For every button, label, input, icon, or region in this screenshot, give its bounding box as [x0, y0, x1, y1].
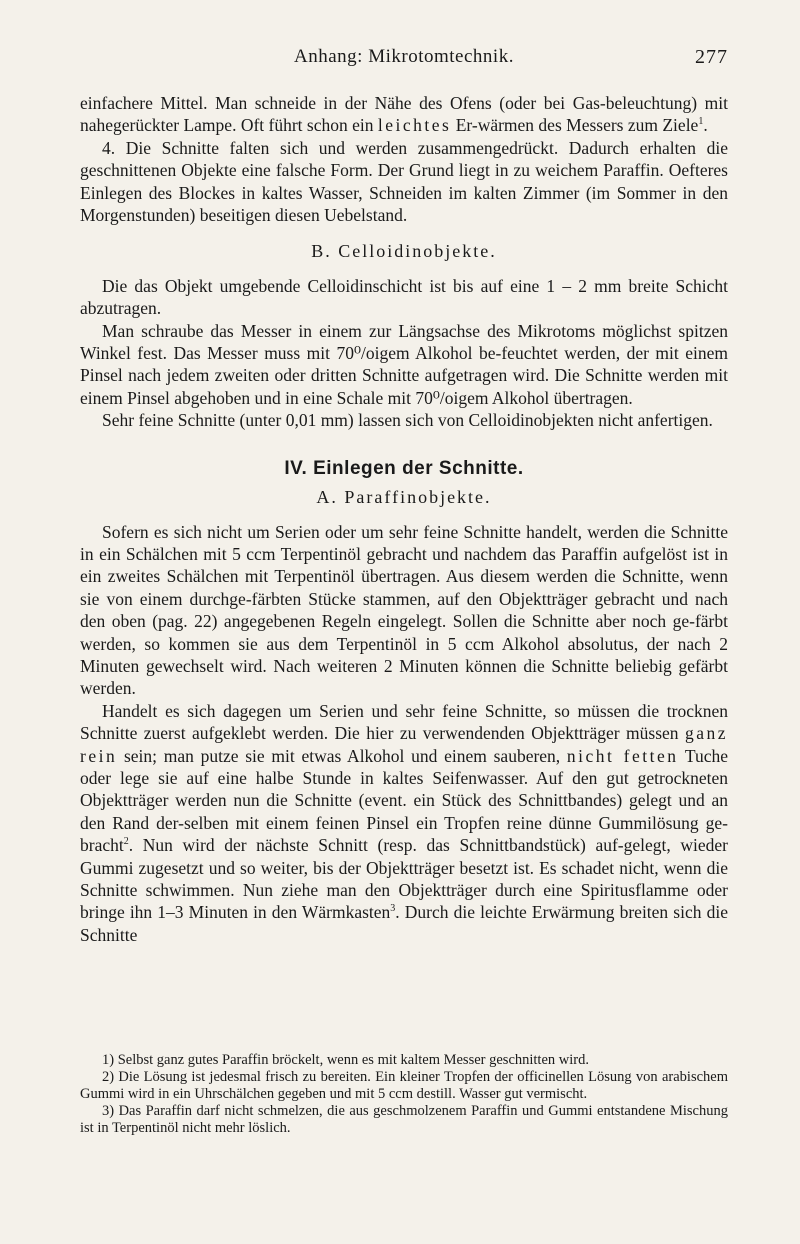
- spaced-emphasis: ganz rein: [80, 723, 728, 766]
- running-title: Anhang: Mikrotomtechnik.: [294, 46, 514, 67]
- page-number: 277: [695, 46, 728, 68]
- footnotes: [80, 1052, 728, 1137]
- text-run: einfachere Mittel. Man schneide in der Nähe des Ofens (oder bei Gas-beleuchtung) mit nahegerückter Lampe. Oft führt schon ein: [80, 93, 728, 136]
- text-run: . Durch die leichte Erwärmung breiten sich die Schnitte: [80, 902, 728, 945]
- footnote-ref-2: 2: [123, 836, 129, 848]
- footnote-2: 2) Die Lösung ist jedesmal frisch zu bereiten. Ein kleiner Tropfen der officinellen Lösung von arabischem Gummi wird in ein Uhrschälchen gegeben und mit 5 ccm destill. Wasser gut vermischt.: [80, 1069, 728, 1102]
- paragraph-5: Sehr feine Schnitte (unter 0,01 mm) lassen sich von Celloidinobjekten nicht anfertigen.: [102, 410, 713, 431]
- footnote-1: 1) Selbst ganz gutes Paraffin bröckelt, wenn es mit kaltem Messer geschnitten wird.: [102, 1052, 589, 1068]
- text-run: .: [703, 115, 708, 136]
- spaced-emphasis: leichtes: [377, 115, 452, 136]
- paragraph-1: [80, 92, 728, 137]
- text-run: Handelt es sich dagegen um Serien und sehr feine Schnitte, so müssen die trocknen Schnitte zuerst aufgeklebt werden. Die hier zu verwendenden Objektträger müssen: [80, 700, 728, 744]
- spaced-emphasis: nicht fetten: [566, 745, 679, 766]
- footnote-3: 3) Das Paraffin darf nicht schmelzen, die aus geschmolzenem Paraffin und Gummi entstandene Mischung ist in Terpentinöl nicht mehr löslich.: [80, 1103, 728, 1136]
- footnote-ref-3: 3: [390, 903, 396, 915]
- running-header: [80, 46, 728, 68]
- text-run: sein; man putze sie mit etwas Alkohol und einem sauberen,: [117, 745, 567, 766]
- paragraph-4: Man schraube das Messer in einem zur Längsachse des Mikrotoms möglichst spitzen Winkel fest. Das Messer muss mit 70⁰/oigem Alkohol be-feuchtet werden, der mit einem Pinsel nach jedem zweiten oder dritten Schnitte aufgetragen wird. Die Schnitte werden mit einem Pinsel abgehoben und in eine Schale mit 70⁰/oigem Alkohol übertragen.: [80, 320, 728, 408]
- paragraph-2: 4. Die Schnitte falten sich und werden zusammengedrückt. Dadurch erhalten die geschnittenen Objekte eine falsche Form. Der Grund liegt in zu weichem Paraffin. Oefteres Einlegen des Blockes in kaltes Wasser, Schneiden im kalten Zimmer (im Sommer in den Morgenstunden) beseitigen diesen Uebelstand.: [80, 137, 728, 226]
- text-run: Tuche oder lege sie auf eine halbe Stunde in kaltes Seifenwasser. Auf den gut getrockneten Objektträger werden nun die Schnitte (event. ein Stück des Schnittbandes) gelegt und an den Rand der-selben mit einem feinen Pinsel ein Tropfen reine dünne Gummilösung ge-bracht: [80, 745, 729, 856]
- text-run: . Nun wird der nächste Schnitt (resp. das Schnittbandstück) auf-gelegt, wieder Gummi zugesetzt und so weiter, bis der Objektträger besetzt ist. Es schadet nicht, wenn die Schnitte schwimmen. Nun ziehe man den Objektträger durch eine Spiritusflamme oder bringe ihn 1–3 Minuten in den Wärmkasten: [80, 835, 728, 923]
- paragraph-3: Die das Objekt umgebende Celloidinschicht ist bis auf eine 1 – 2 mm breite Schicht abzutragen.: [80, 275, 728, 319]
- footnote-ref-1: 1: [698, 116, 704, 128]
- main-text: [80, 92, 728, 946]
- subheading-celloidin: B. Celloidinobjekte.: [311, 241, 497, 262]
- subheading-paraffin: A. Paraffinobjekte.: [316, 487, 492, 508]
- text-run: Er-wärmen des Messers zum Ziele: [451, 115, 699, 136]
- section-heading-iv: IV. Einlegen der Schnitte.: [284, 457, 524, 479]
- paragraph-6: Sofern es sich nicht um Serien oder um sehr feine Schnitte handelt, werden die Schnitte in ein Schälchen mit 5 ccm Terpentinöl gebracht und nachdem das Paraffin aufgelöst ist in ein zweites Schälchen mit Terpentinöl übertragen. Aus diesem werden die Schnitte, wenn sie von einem durchge-färbten Stücke stammen, auf den Objektträger gebracht und nach den oben (pag. 22) angegebenen Regeln eingelegt. Sollen die Schnitte aber noch ge-färbt werden, so kommen sie aus dem Terpentinöl in 5 ccm Alkohol absolutus, der nach 2 Minuten gewechselt wird. Nach weiteren 2 Minuten können die Schnitte beliebig gefärbt werden.: [80, 521, 728, 699]
- paragraph-7: [80, 700, 728, 946]
